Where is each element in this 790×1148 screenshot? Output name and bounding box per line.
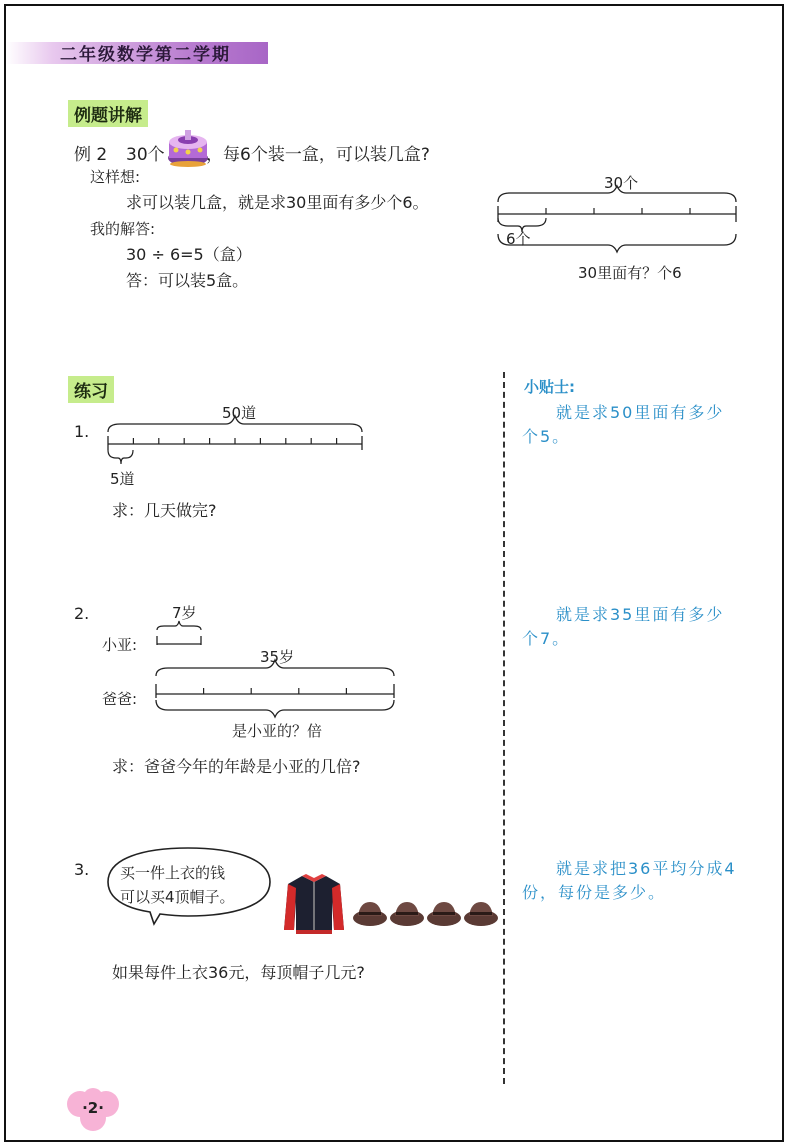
q2-number: 2.	[74, 604, 90, 623]
q3-number: 3.	[74, 860, 90, 879]
answer-label: 我的解答:	[90, 220, 156, 238]
q1-part-label: 5道	[110, 470, 135, 488]
page-number: ·2·	[82, 1099, 104, 1117]
example-label: 例 2	[74, 145, 108, 165]
hat-icon	[390, 902, 424, 926]
dashed-divider	[503, 372, 505, 1084]
q2-small-label: 7岁	[172, 604, 197, 622]
hat-icon	[353, 902, 387, 926]
q2-big-bottom-brace	[156, 700, 394, 717]
tip3-line2: 份，每份是多少。	[522, 883, 667, 902]
q2-question: 求：爸爸今年的年龄是小亚的几倍?	[112, 757, 361, 776]
example-bar-diagram	[496, 190, 742, 260]
tips-title: 小贴士:	[524, 378, 575, 396]
q1-number: 1.	[74, 422, 90, 441]
think-label: 这样想:	[90, 168, 141, 186]
bubble-line-2: 可以买4顶帽子。	[120, 888, 235, 906]
bubble-line-1: 买一件上衣的钱	[120, 864, 226, 882]
tip1-line1: 就是求50里面有多少	[556, 403, 725, 422]
q3-question: 如果每件上衣36元，每顶帽子几元?	[112, 963, 365, 982]
q2-big-bar	[154, 664, 404, 724]
tip2-line1: 就是求35里面有多少	[556, 605, 725, 624]
tip2-line2: 个7。	[522, 629, 571, 648]
q2-small-bar	[156, 624, 206, 648]
example-equation: 30 ÷ 6=5（盒）	[126, 245, 252, 264]
q1-question: 求：几天做完?	[112, 501, 217, 520]
section-badge-example: 例题讲解	[68, 100, 148, 127]
q1-part-brace	[108, 450, 133, 464]
hat-icon	[464, 902, 498, 926]
example-total-label: 30个	[604, 174, 639, 192]
example-answer: 答：可以装5盒。	[126, 271, 249, 290]
hat-icon	[427, 902, 461, 926]
q2-bottom-label: 是小亚的？倍	[232, 722, 323, 740]
page-header-title: 二年级数学第二学期	[60, 45, 231, 65]
q1-bar-diagram	[108, 420, 368, 470]
q1-total-label: 50道	[222, 404, 257, 422]
cake-icon	[166, 124, 210, 168]
q2-big-name: 爸爸:	[102, 690, 138, 708]
section-badge-practice: 练习	[68, 376, 114, 403]
example-part-label: 6个	[506, 230, 531, 248]
jacket-icon	[282, 872, 346, 936]
think-text: 求可以装几盒，就是求30里面有多少个6。	[126, 193, 429, 212]
tip3-line1: 就是求把36平均分成4	[556, 859, 737, 878]
tip1-line2: 个5。	[522, 427, 571, 446]
hats-group	[352, 896, 502, 930]
q2-big-label: 35岁	[260, 648, 295, 666]
q2-small-name: 小亚:	[102, 636, 138, 654]
example-count: 30个	[126, 145, 165, 165]
example-bottom-brace	[498, 234, 736, 252]
example-bottom-label: 30里面有？个6	[578, 264, 682, 282]
example-question: ，每6个装一盒，可以装几盒?	[206, 145, 430, 165]
